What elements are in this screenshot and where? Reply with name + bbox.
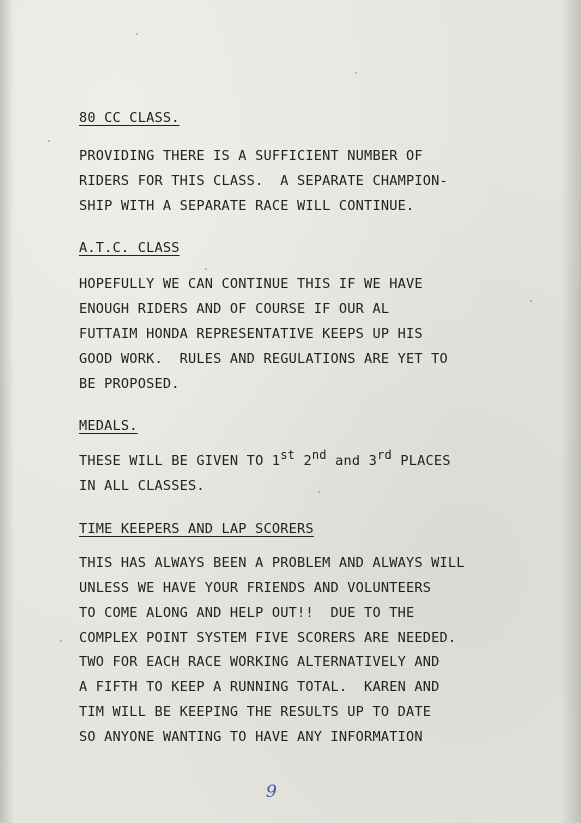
paragraph-line: TIM WILL BE KEEPING THE RESULTS UP TO DATE (79, 703, 432, 720)
paragraph-line: GOOD WORK. RULES AND REGULATIONS ARE YET TO (79, 350, 448, 367)
paragraph-line: A FIFTH TO KEEP A RUNNING TOTAL. KAREN AND (79, 679, 440, 696)
paragraph-line: TO COME ALONG AND HELP OUT!! DUE TO THE (79, 604, 415, 621)
paragraph-line: THIS HAS ALWAYS BEEN A PROBLEM AND ALWAYS WILL (79, 555, 465, 572)
paragraph-line: FUTTAIM HONDA REPRESENTATIVE KEEPS UP HIS (79, 325, 423, 342)
ordinal-number: 3 (368, 453, 378, 470)
paragraph-line: ENOUGH RIDERS AND OF COURSE IF OUR AL (79, 301, 390, 318)
section-heading: 80 CC CLASS. (79, 110, 180, 126)
paper-speck (48, 140, 50, 142)
paragraph-line: SHIP WITH A SEPARATE RACE WILL CONTINUE. (79, 197, 415, 214)
medals-line-1 (79, 448, 559, 474)
paper-speck (355, 72, 357, 74)
section-80cc-class (79, 106, 559, 218)
section-heading: MEDALS. (79, 418, 138, 435)
paper-speck (60, 640, 62, 642)
page-edge-shadow-right (561, 0, 581, 823)
section-heading: A.T.C. CLASS (79, 240, 180, 257)
document-body (79, 106, 559, 750)
section-medals (79, 414, 559, 499)
medals-text: and (335, 453, 361, 470)
paragraph-line: IN ALL CLASSES. (79, 478, 205, 495)
paragraph-line: HOPEFULLY WE CAN CONTINUE THIS IF WE HAVE (79, 276, 423, 293)
paragraph-line: PROVIDING THERE IS A SUFFICIENT NUMBER OF (79, 148, 423, 164)
ordinal-suffix: st (280, 448, 296, 463)
page-edge-shadow-left (0, 0, 14, 823)
paragraph-line: RIDERS FOR THIS CLASS. A SEPARATE CHAMPION- (79, 172, 448, 189)
ordinal-suffix: rd (377, 448, 392, 463)
medals-text: THESE WILL BE GIVEN TO 1 (79, 453, 281, 470)
section-atc-class (79, 236, 559, 396)
paper-speck (136, 33, 138, 35)
section-time-keepers (79, 517, 559, 749)
paragraph-line: BE PROPOSED. (79, 375, 180, 392)
section-heading: TIME KEEPERS AND LAP SCORERS (79, 521, 314, 538)
page-number: 9 (266, 782, 277, 802)
paragraph-line: UNLESS WE HAVE YOUR FRIENDS AND VOLUNTEERS (79, 579, 432, 596)
paragraph-line: COMPLEX POINT SYSTEM FIVE SCORERS ARE NEEDED. (79, 629, 457, 646)
paragraph-line: SO ANYONE WANTING TO HAVE ANY INFORMATION (79, 728, 423, 745)
ordinal-suffix: nd (311, 448, 327, 463)
ordinal-number: 2 (303, 453, 312, 470)
medals-text: PLACES (400, 453, 451, 470)
paragraph-line: TWO FOR EACH RACE WORKING ALTERNATIVELY AND (79, 654, 440, 671)
